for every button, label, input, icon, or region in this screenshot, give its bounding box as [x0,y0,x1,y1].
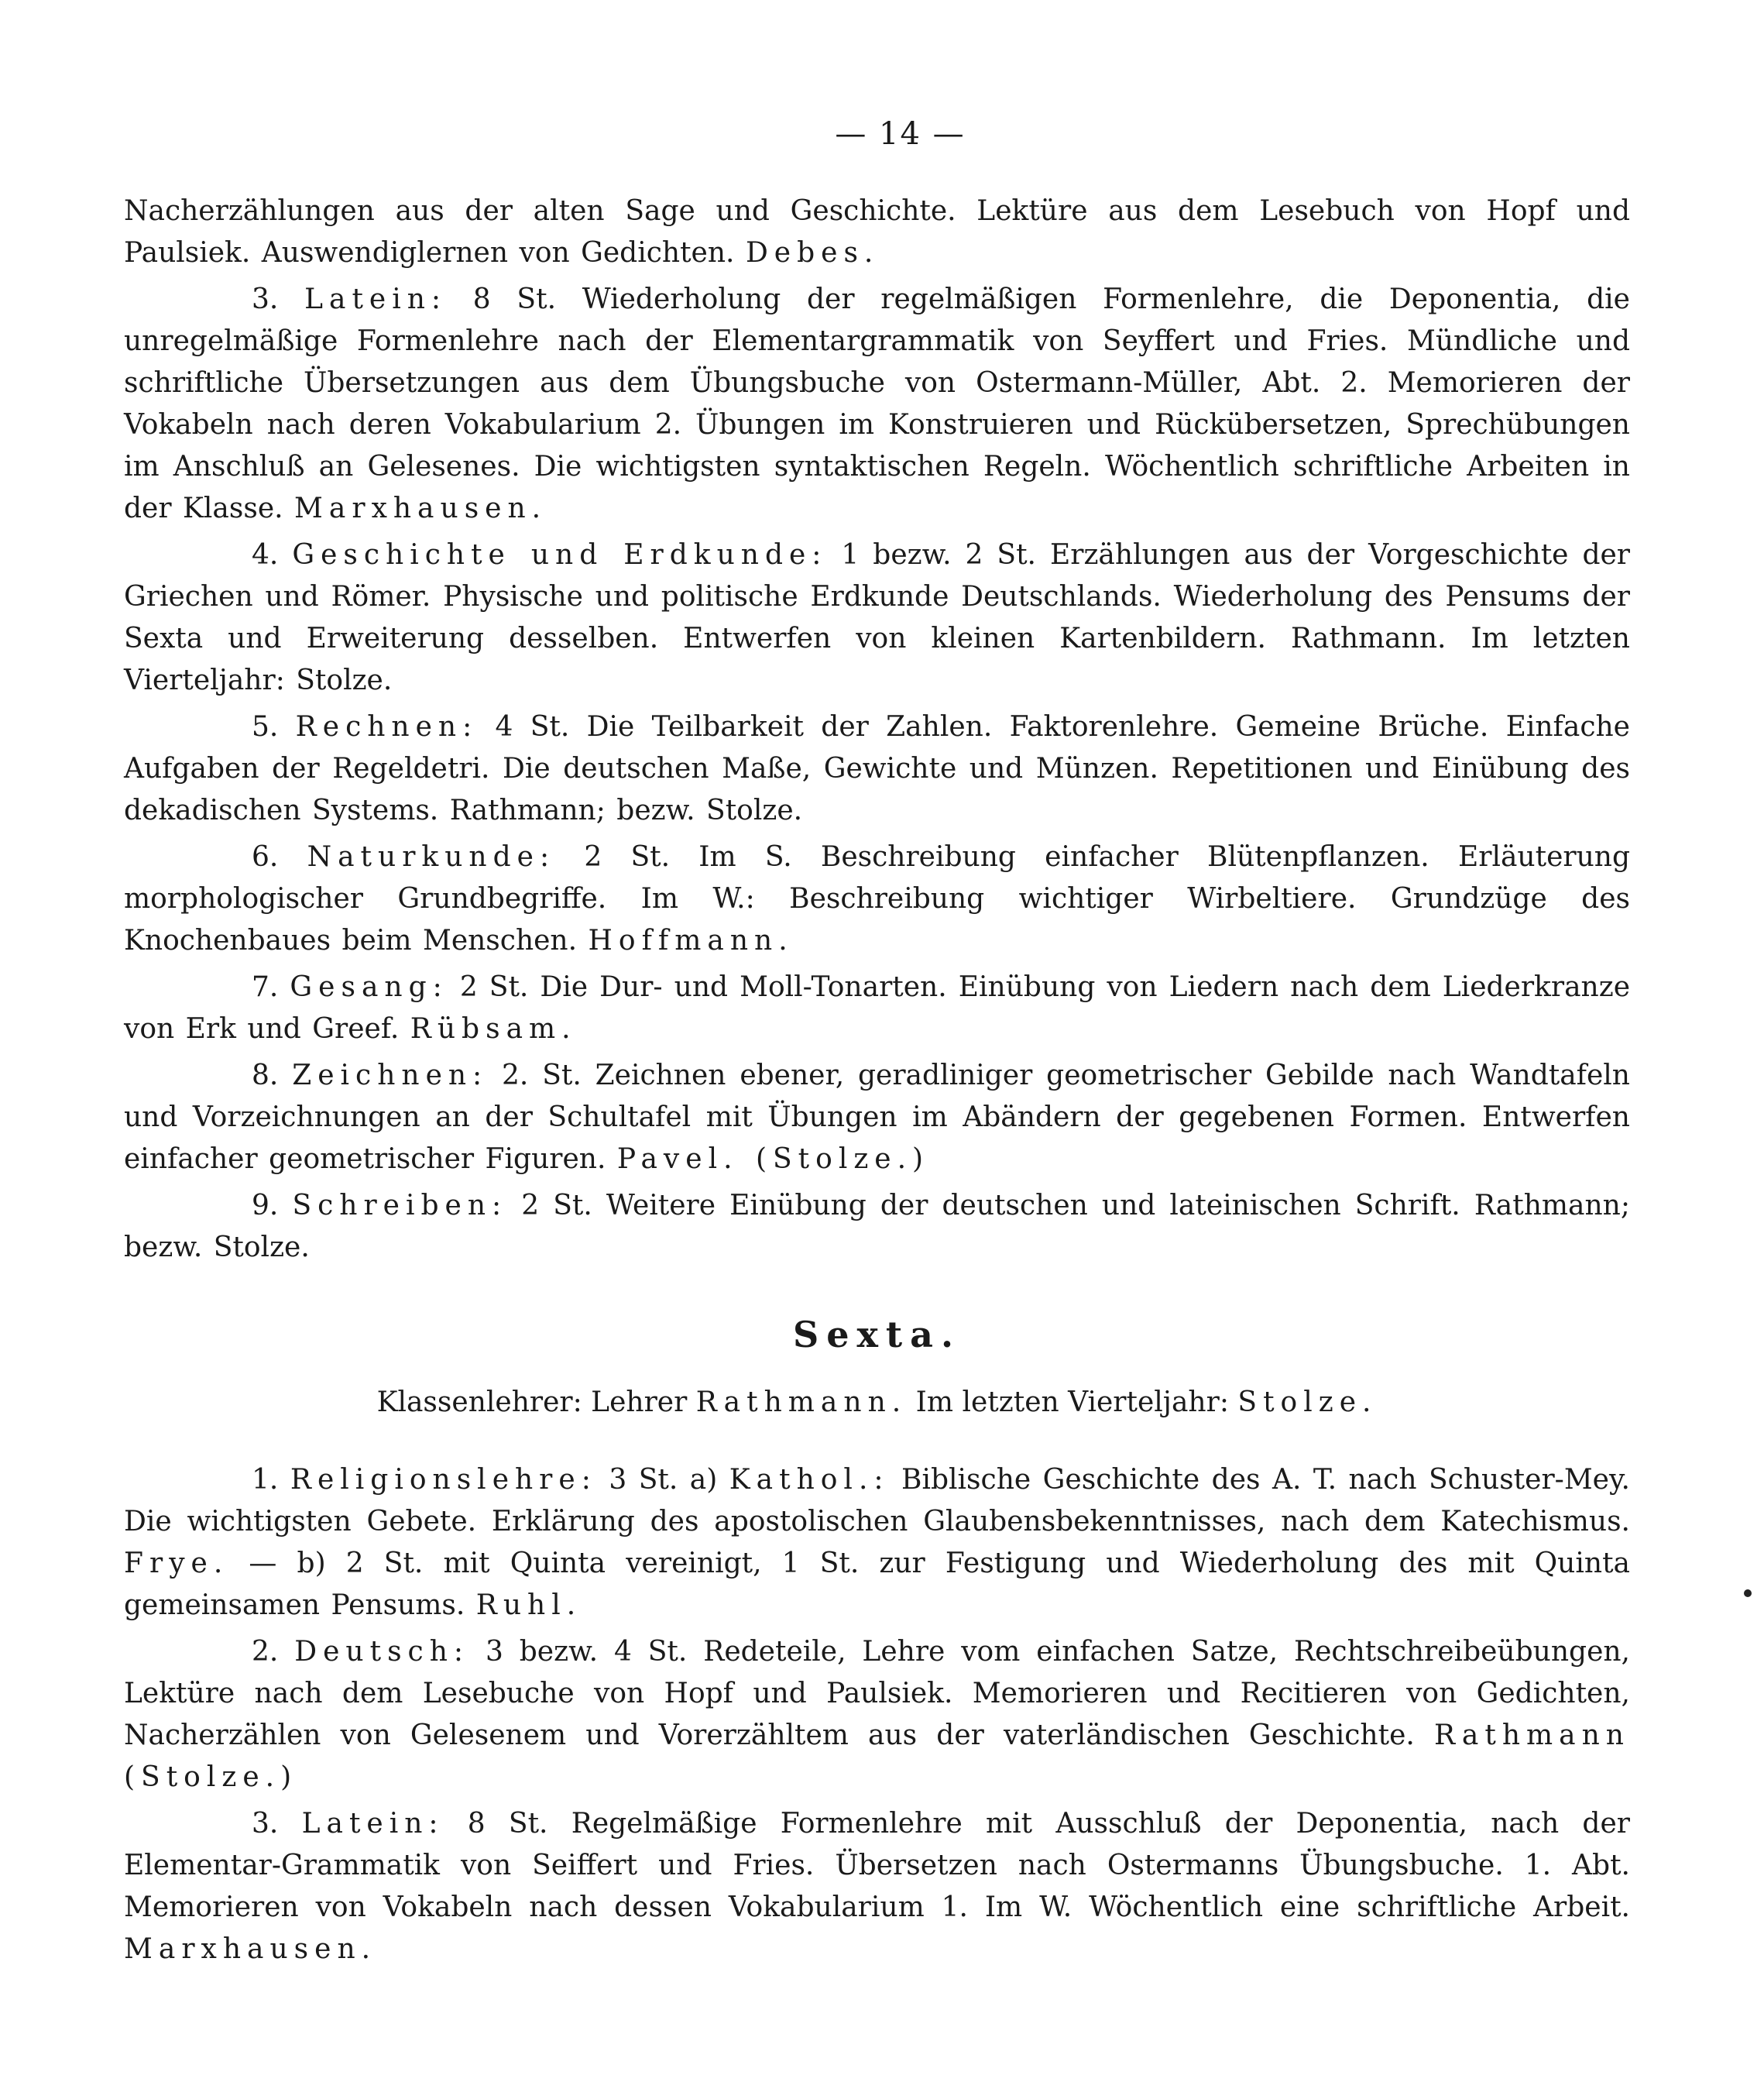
page-number: — 14 — [835,116,966,152]
teacher-name: Debes. [745,237,880,269]
teacher-name: Rübsam. [410,1013,577,1045]
teacher-name: Rathmann; bezw. Stolze. [449,795,803,826]
teacher-name: Marxhausen. [124,1933,377,1965]
subject-paragraph [124,534,1630,702]
subject-number: 5. [252,711,279,743]
subject-paragraph [124,837,1630,962]
subject-number: 6. [252,841,279,873]
document-page [124,116,1630,1970]
subject-text: 4 St. Die Teilbarkeit der Zahlen. Faktorenlehre. Gemeine Brüche. Einfache Aufgaben der Regeldetri. Die deutschen Maße, Gewichte und Münzen. Repetitionen und Einübung des dekadischen Systems. [124,711,1630,826]
subject-text: 2. St. Zeichnen ebener, geradliniger geometrischer Gebilde nach Wandtafeln und Vorzeichnungen an der Schultafel mit Übungen im Abändern der gegebenen Formen. Entwerfen einfacher geometrischer Figuren. [124,1060,1630,1175]
subject-name: Naturkunde: [307,841,556,873]
subject-text: 2 St. Die Dur- und Moll-Tonarten. Einübung von Liedern nach dem Liederkranze von Erk und Greef. [124,971,1630,1045]
continuation-paragraph [124,191,1630,274]
subject-name: Gesang: [290,971,448,1003]
teacher-name: Rathmann (Stolze.) [124,1719,1630,1793]
subject-number: 1. [252,1464,279,1496]
subject-text: 3 bezw. 4 St. Redeteile, Lehre vom einfachen Satze, Rechtschreibeübungen, Lektüre nach dem Lesebuche von Hopf und Paulsiek. Memorieren und Recitieren von Gedichten, Nacherzählen von Gelesenem und Vorerzähltem aus der vaterländischen Geschichte. [124,1636,1630,1751]
subject-name: Deutsch: [294,1636,470,1668]
subject-text: Biblische Geschichte des A. T. nach Schuster-Mey. Die wichtigsten Gebete. Erklärung des apostolischen Glaubensbekenntnisses, nach dem Katechismus. [124,1464,1630,1537]
teacher-name: Frye. [124,1548,229,1579]
subject-paragraph [124,1055,1630,1180]
subject-name: Schreiben: [292,1190,508,1221]
subject-subname: Kathol.: [729,1464,890,1496]
class-teacher-label: Klassenlehrer: Lehrer [376,1386,688,1418]
subject-paragraph [124,279,1630,530]
subject-number: 4. [252,539,279,571]
subject-paragraph [124,1803,1630,1970]
print-speck [1744,1589,1752,1597]
subject-text: 2 St. Im S. Beschreibung einfacher Blütenpflanzen. Erläuterung morphologischer Grundbegriffe. Im W.: Beschreibung wichtiger Wirbeltiere. Grundzüge des Knochenbaues beim Menschen. [124,841,1631,957]
continuation-text: Nacherzählungen aus der alten Sage und Geschichte. Lektüre aus dem Lesebuch von Hopf und Paulsiek. Auswendiglernen von Gedichten. [124,195,1630,269]
subject-text: 2 St. Weitere Einübung der deutschen und lateinischen Schrift. [521,1190,1460,1221]
subject-text: — b) 2 St. mit Quinta vereinigt, 1 St. zur Festigung und Wiederholung des mit Quinta gemeinsamen Pensums. [124,1548,1630,1621]
subject-text: 8 St. Wiederholung der regelmäßigen Formenlehre, die Deponentia, die unregelmäßige Formenlehre nach der Elementargrammatik von Seyffert und Fries. Mündliche und schriftliche Übersetzungen aus dem Übungsbuche von Ostermann-Müller, Abt. 2. Memorieren der Vokabeln nach deren Vokabularium 2. Übungen im Konstruieren und Rückübersetzen, Sprechübungen im Anschluß an Gelesenes. Die wichtigsten syntaktischen Regeln. Wöchentlich schriftliche Arbeiten in der Klasse. [124,283,1630,524]
subject-number: 8. [252,1060,279,1091]
teacher-name: Pavel. (Stolze.) [616,1143,930,1175]
subject-text: 3 St. a) [609,1464,718,1496]
subject-paragraph [124,967,1630,1050]
subject-number: 2. [252,1636,279,1668]
class-teacher-note-name: Stolze. [1237,1386,1378,1418]
teacher-name: Rathmann; bezw. Stolze. [124,1190,1630,1263]
teacher-name: Ruhl. [475,1589,582,1621]
subject-number: 3. [252,283,279,315]
class-teacher-note: Im letzten Vierteljahr: [915,1386,1229,1418]
subject-paragraph [124,1631,1630,1798]
subject-text: 1 bezw. 2 St. Erzählungen aus der Vorgeschichte der Griechen und Römer. Physische und politische Erdkunde Deutschlands. Wiederholung des Pensums der Sexta und Erweiterung desselben. Entwerfen von kleinen Kartenbildern. [124,539,1630,654]
subject-name: Zeichnen: [292,1060,489,1091]
subject-text: 8 St. Regelmäßige Formenlehre mit Ausschluß der Deponentia, nach der Elementar-Grammatik von Seiffert und Fries. Übersetzen nach Ostermanns Übungsbuche. 1. Abt. Memorieren von Vokabeln nach dessen Vokabularium 1. Im W. Wöchentlich eine schriftliche Arbeit. [124,1808,1630,1923]
class-teacher-line [124,1382,1630,1424]
teacher-name: Marxhausen. [294,493,547,524]
subject-paragraph [124,1459,1630,1627]
subject-number: 3. [252,1808,279,1840]
subject-name: Latein: [304,283,448,315]
section-heading-sexta: Sexta. [793,1314,961,1355]
teacher-name: Hoffmann. [588,925,794,957]
subject-number: 7. [252,971,279,1003]
class-teacher-name: Rathmann. [695,1386,908,1418]
subject-paragraph [124,1185,1630,1269]
subject-name: Latein: [301,1808,444,1840]
subject-name: Rechnen: [295,711,479,743]
teacher-name: Rathmann. Im letzten Vierteljahr: Stolze. [124,623,1630,696]
subject-name: Religionslehre: [290,1464,597,1496]
subject-name: Geschichte und Erdkunde: [292,539,828,571]
subject-paragraph [124,706,1630,832]
subject-number: 9. [252,1190,279,1221]
